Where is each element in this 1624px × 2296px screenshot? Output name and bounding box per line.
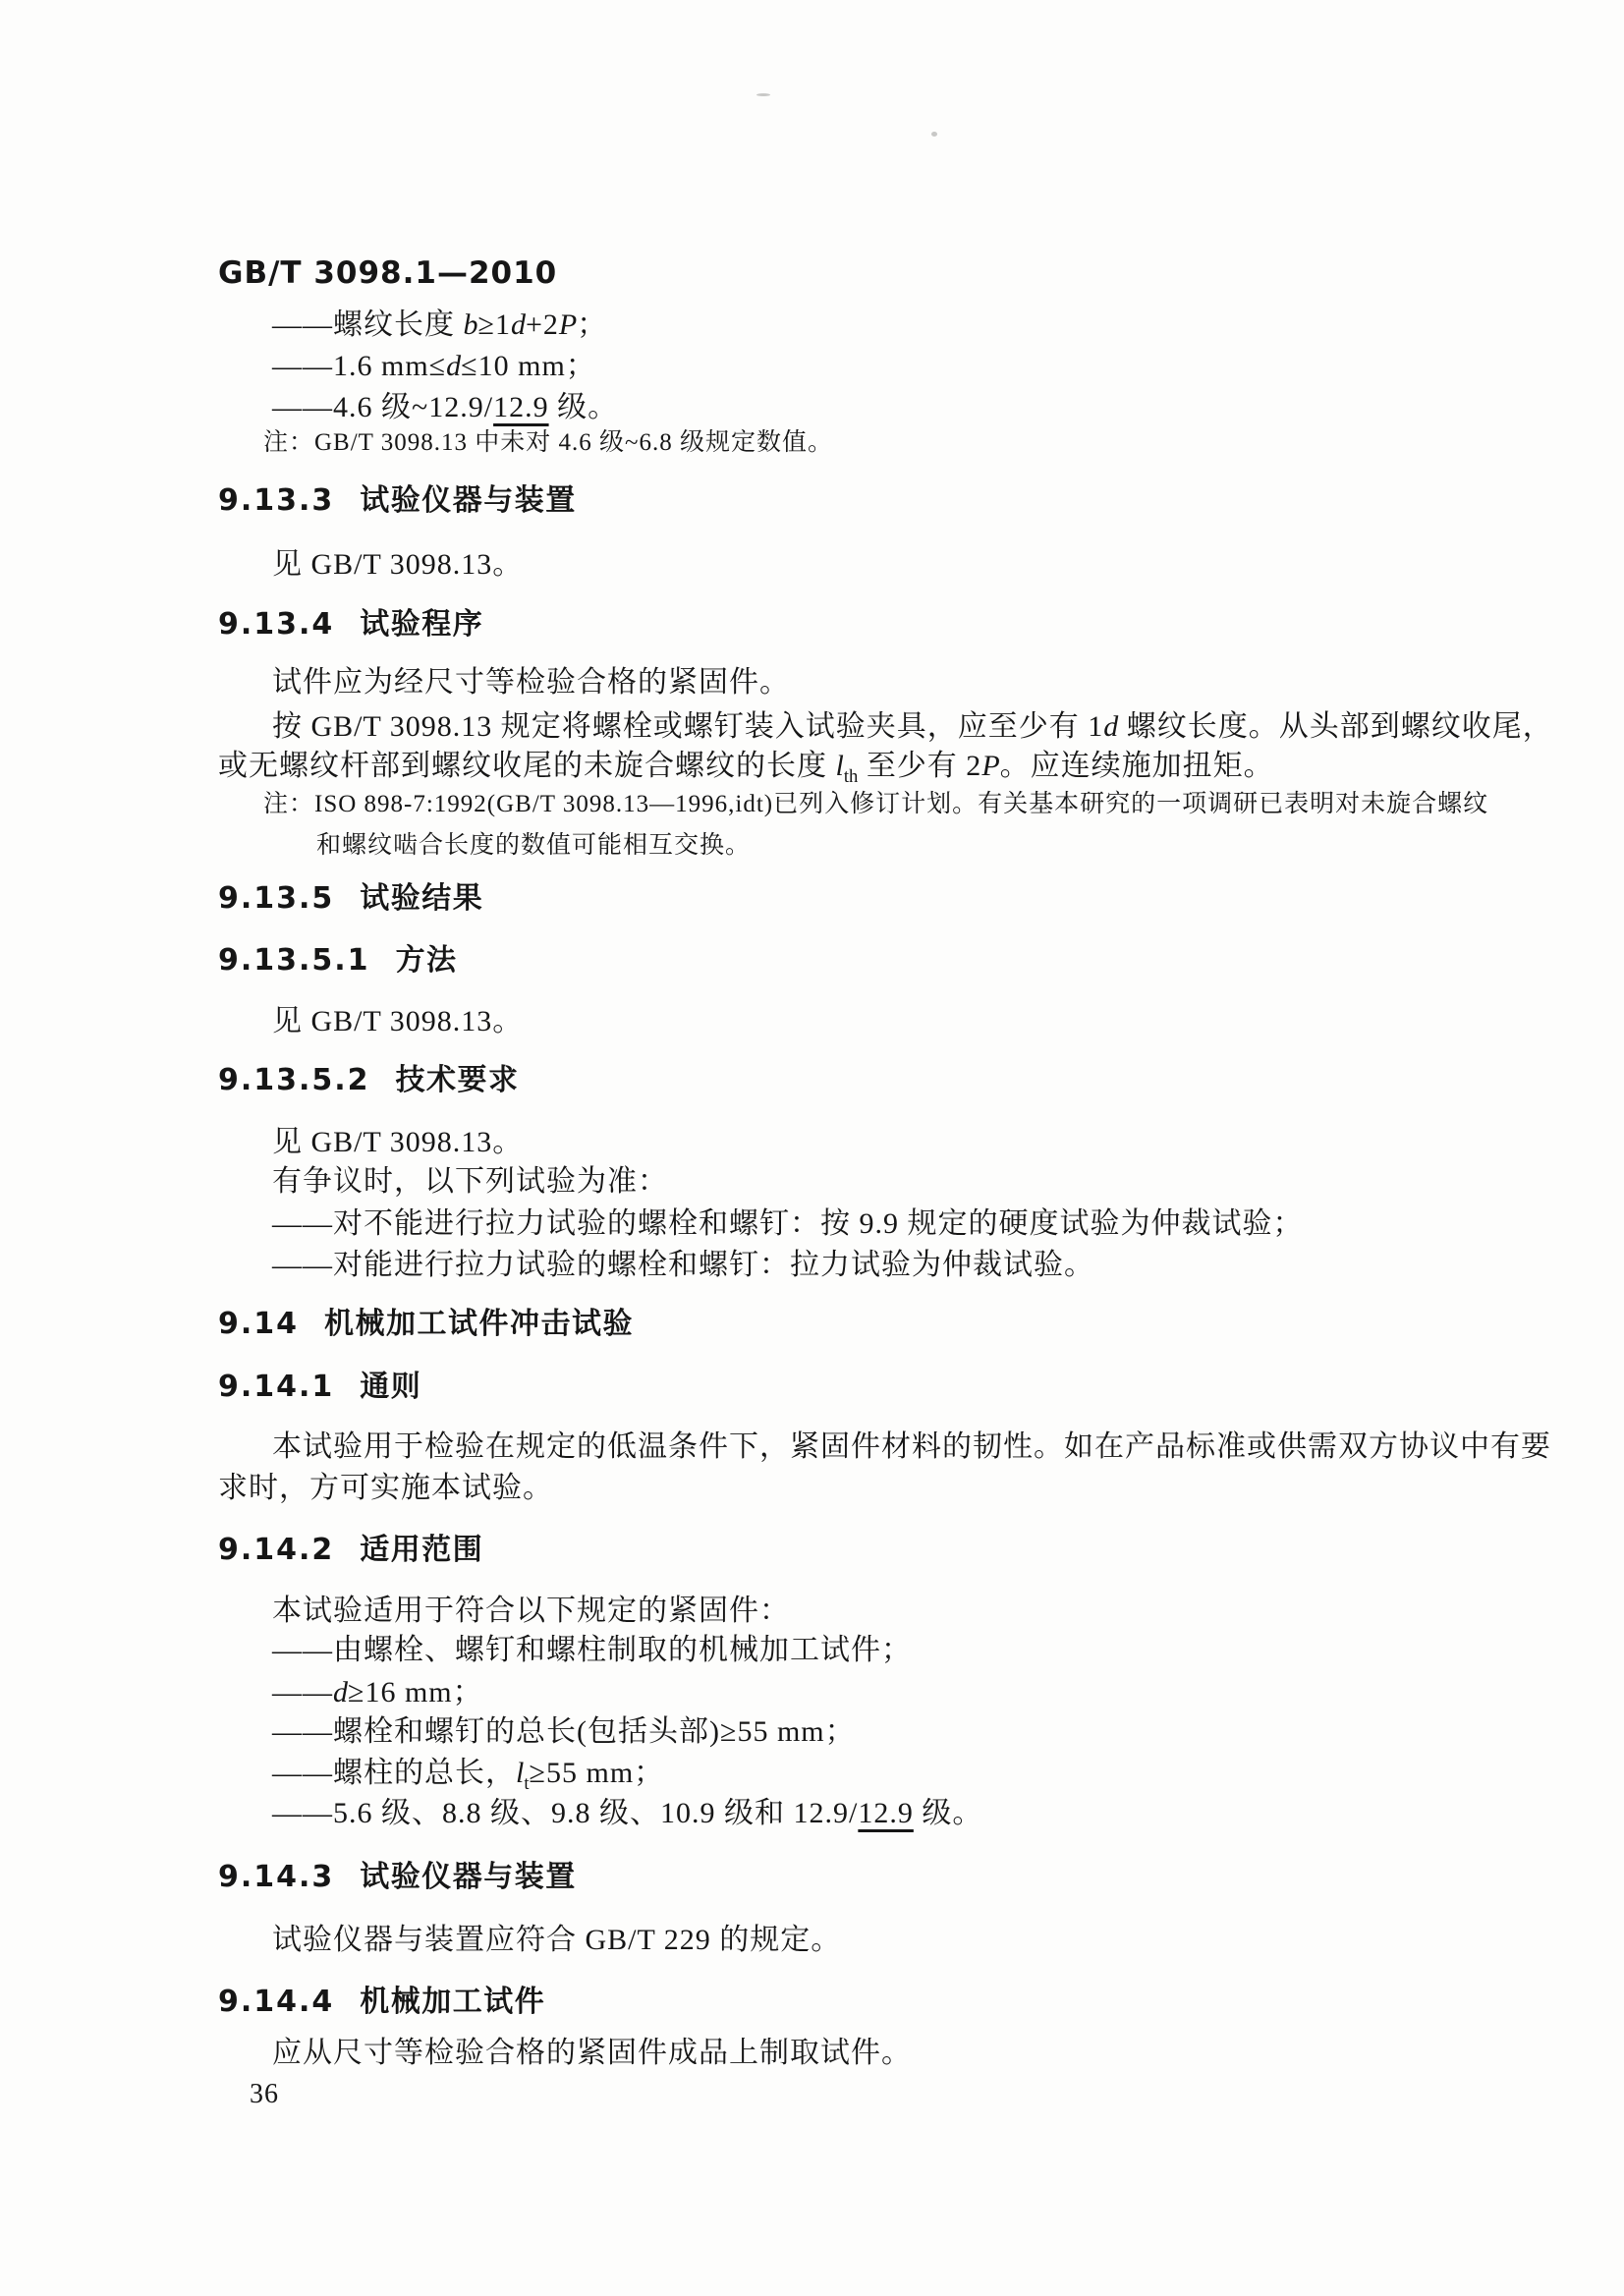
section-heading-9-14-1 — [218, 1370, 421, 1405]
paragraph-line: 本试验用于检验在规定的低温条件下，紧固件材料的韧性。如在产品标准或供需双方协议中有要 — [272, 1430, 1551, 1463]
note-line: 和螺纹啮合长度的数值可能相互交换。 — [316, 832, 752, 859]
section-heading-9-13-5 — [218, 881, 483, 917]
paragraph-line: 见 GB/T 3098.13。 — [272, 1126, 524, 1158]
section-number: 9.13.5.1 — [218, 943, 370, 978]
section-heading-9-13-5-2 — [218, 1063, 520, 1098]
section-title: 通则 — [360, 1370, 422, 1404]
paragraph-line: 试件应为经尺寸等检验合格的紧固件。 — [272, 666, 790, 699]
scope-line: ——螺栓和螺钉的总长(包括头部)≥55 mm； — [272, 1715, 856, 1748]
scope-line: ——5.6 级、8.8 级、9.8 级、10.9 级和 12.9/12.9 级。 — [272, 1797, 983, 1829]
scope-line: ——螺柱的总长，$l_t\ge 55$ mm； — [272, 1757, 665, 1794]
note-line: 注：GB/T 3098.13 中未对 4.6 级~6.8 级规定数值。 — [263, 429, 834, 456]
section-title: 技术要求 — [395, 1063, 520, 1097]
section-number: 9.14 — [218, 1307, 300, 1341]
section-heading-9-13-3 — [218, 483, 577, 519]
page-number: 36 — [250, 2079, 279, 2109]
section-heading-9-14-4 — [218, 1985, 545, 2020]
section-number: 9.14.4 — [218, 1985, 335, 2019]
scope-line: ——d≥16 mm； — [272, 1676, 483, 1708]
section-title: 试验仪器与装置 — [360, 1860, 577, 1894]
requirement-line: ——4.6 级~12.9/12.9 级。 — [272, 391, 619, 423]
note-line: 注：ISO 898-7:1992(GB/T 3098.13—1996,idt)已列入修订计划。有关基本研究的一项调研已表明对未旋合螺纹 — [263, 791, 1489, 817]
section-title: 机械加工试件 — [360, 1985, 546, 2019]
paragraph-line: 本试验适用于符合以下规定的紧固件： — [272, 1595, 790, 1627]
section-title: 试验结果 — [360, 881, 484, 916]
paragraph-line: 按 GB/T 3098.13 规定将螺栓或螺钉装入试验夹具，应至少有 1d 螺纹长度。从头部到螺纹收尾， — [272, 710, 1553, 743]
section-heading-9-14-3 — [218, 1860, 577, 1895]
section-number: 9.13.5.2 — [218, 1063, 370, 1097]
arbitration-line: ——对能进行拉力试验的螺栓和螺钉：拉力试验为仲裁试验。 — [272, 1249, 1094, 1281]
section-title: 适用范围 — [360, 1533, 484, 1567]
scope-line: ——由螺栓、螺钉和螺柱制取的机械加工试件； — [272, 1634, 912, 1666]
section-heading-9-14-2 — [218, 1533, 483, 1568]
section-title: 机械加工试件冲击试验 — [324, 1307, 635, 1341]
section-number: 9.13.3 — [218, 483, 335, 518]
paragraph-line: 应从尺寸等检验合格的紧固件成品上制取试件。 — [272, 2037, 912, 2069]
requirement-line: ——1.6 mm≤d≤10 mm； — [272, 350, 596, 382]
requirement-line: ——螺纹长度 b≥1d+2P； — [272, 308, 608, 341]
section-number: 9.14.2 — [218, 1533, 335, 1567]
paragraph-line: 见 GB/T 3098.13。 — [272, 548, 524, 581]
standard-number: GB/T 3098.1—2010 — [218, 255, 558, 291]
section-number: 9.14.3 — [218, 1860, 335, 1894]
paragraph-line: 试验仪器与装置应符合 GB/T 229 的规定。 — [272, 1924, 842, 1956]
paragraph-line: 见 GB/T 3098.13。 — [272, 1005, 524, 1037]
arbitration-line: ——对不能进行拉力试验的螺栓和螺钉：按 9.9 规定的硬度试验为仲裁试验； — [272, 1207, 1304, 1240]
section-heading-9-14 — [218, 1307, 634, 1342]
section-number: 9.13.5 — [218, 881, 335, 916]
paragraph-line: 有争议时，以下列试验为准： — [272, 1165, 668, 1198]
section-title: 方法 — [395, 943, 458, 978]
section-number: 9.14.1 — [218, 1370, 335, 1404]
section-title: 试验仪器与装置 — [360, 483, 577, 518]
scan-speck — [931, 132, 937, 137]
section-number: 9.13.4 — [218, 607, 335, 642]
section-heading-9-13-4 — [218, 607, 483, 643]
section-title: 试验程序 — [360, 607, 484, 642]
section-heading-9-13-5-1 — [218, 943, 458, 979]
paragraph-line: 求时，方可实施本试验。 — [218, 1472, 553, 1504]
doc-header — [218, 255, 557, 291]
paragraph-line: 或无螺纹杆部到螺纹收尾的未旋合螺纹的长度 $l_{th}$ 至少有 2P。应连续施加扭矩。 — [218, 750, 1274, 787]
scan-speck — [756, 93, 770, 96]
